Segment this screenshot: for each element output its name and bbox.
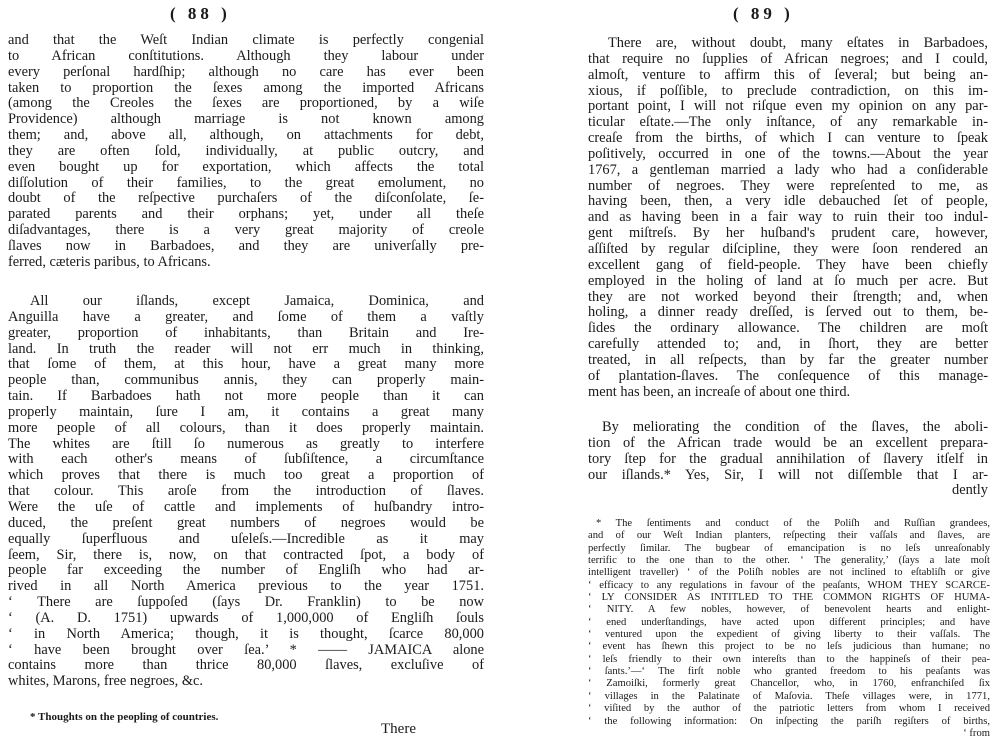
text-line: By meliorating the condition of the ſlaves, the aboli- [602,420,988,435]
text-line: every perſonal hardſhip; although no care has ever been [8,64,484,80]
footnote-line: terrific to the one than to the other. ‘ The generality,’ (ſays a late moſt [588,555,990,567]
text-line: treated, in all reſpects, than by far the greater number [588,352,988,368]
text-line: parated parents and their orphans; yet, under all theſe [8,207,484,223]
right-footnote [588,518,990,740]
left-page-number: ( 88 ) [170,4,231,23]
text-line: whites, Marons, free negroes, &c. [8,674,204,690]
footnote-line: ‘ LY CONSIDER AS INTITLED TO THE COMMON RIGHTS OF HUMA- [588,592,990,604]
text-line: ment has been, an increaſe of about one third. [588,384,851,400]
text-line: that ſome of them, at this hour, have a great many more [8,357,484,373]
text-line: xious, if poſſible, to preclude contradiction, on this im- [588,83,988,99]
text-line: number of negroes. They were repreſented to me, as [588,178,988,194]
left-paragraph-1 [8,33,484,271]
footnote-line: ‘ NITY. A few nobles, however, of benevolent hearts and enlight- [588,604,990,616]
text-line: almoſt, venture to affirm this of ſeveral; but being an- [588,67,988,83]
text-line: creaſe from the births, of which I can venture to ſpeak [588,131,988,147]
text-line: ſeem, Sir, there is, now, on that contracted ſpot, a body of [8,547,484,563]
text-line: holing, a dinner ready dreſſed, is ſerved out to them, be- [588,305,988,321]
footnote-line: ‘ Zamoiſki, formerly great Chancellor, who, in 1760, enfranchiſed ſix [588,678,990,690]
text-line: even bought up for exportation, which affects the total [8,159,484,175]
footnote-line: ‘ efficacy to any regulations in favour of the peaſants, WHOM THEY SCARCE- [588,579,990,591]
text-line: which proves that there is much too great a proportion of [8,468,484,484]
text-line: that require no ſupplies of African negroes; and I could, [588,51,988,67]
text-line: (among the Creoles the ſexes are proportioned, by a wiſe [8,96,484,112]
text-line: diſſolution of their families, to the great emolument, no [8,175,484,191]
text-line: excellent gang of field-people. They have been chiefly [588,257,988,273]
text-line: greater, proportion of inhabitants, than Britain and Ire- [8,325,484,341]
text-line: people than, communibus annis, they can properly main- [8,373,484,389]
text-line: Providence) although marriage is not known among [8,112,484,128]
footnote-line: ‘ ſants.’—‘ The firſt noble who granted freedom to his peaſants was [588,666,990,678]
footnote-line: ‘ event has ſhewn this project to be no leſs judicious than humane; no [588,641,990,653]
right-paragraph-2 [588,420,988,499]
text-line: equally ſuperfluous and uſeleſs.—Incredible as it may [8,531,484,547]
text-line: carefully attended to; and, in ſhort, they are better [588,337,988,353]
text-line: rived in all North America previous to the year 1751. [8,579,484,595]
footnote-line: ‘ the following information: On inſpecting the pariſh regiſters of births, [588,715,990,727]
text-line: and as having been in a fair way to ruin their too indul- [588,210,988,226]
text-line: taken to proportion the ſexes among the imported Africans [8,80,484,96]
text-line: ‘ There are ſuppoſed (ſays Dr. Franklin) to be now [8,595,484,611]
text-line: people far exceeding the number of Engliſh who had ar- [8,563,484,579]
left-footnote: * Thoughts on the peopling of countries. [30,711,219,723]
footnote-line: ‘ ventured upon the expedient of giving liberty to their vaſſals. The [588,629,990,641]
text-line: tion of the African trade would be an excellent prepara- [588,435,988,451]
text-line: having been, then, a very idle debauched ſet of people, [588,194,988,210]
footnote-line: and of our Weſt Indian planters, reſpecting their vaſſals and ſlaves, are [588,530,990,542]
text-line: they are not worked beyond their ſtrength; and, when [588,289,988,305]
text-line: employed in the holing of land at ſo much per acre. But [588,273,988,289]
text-line: ‘ have been brought over ſea.’ * —— JAMAICA alone [8,642,484,658]
text-line: land. In truth the reader will not err much in thinking, [8,341,484,357]
text-line: of plantation-ſlaves. The conſequence of this manage- [588,368,988,384]
footnote-line: ‘ viſited by the author of the patriotic letters from whom I received [588,703,990,715]
text-line: them; and, above all, although, on attachments for debt, [8,128,484,144]
text-line: Anguilla have a greater, and ſome of them a vaſtly [8,309,484,325]
text-line: duced, the preſent great numbers of negroes would be [8,515,484,531]
text-line: tain. If Barbadoes hath not more people than it can [8,389,484,405]
text-line: The whites are ſtill ſo numerous as greatly to interfere [8,436,484,452]
left-paragraph-2 [8,294,484,690]
text-line: Were the uſe of cattle and implements of huſbandry intro- [8,499,484,515]
text-line: more people of all colours, than it does properly maintain. [8,420,484,436]
footnote-line: ‘ villages in the Palatinate of Maſovia. Theſe villages were, in 1771, [588,690,990,702]
right-paragraph-1 [588,36,988,400]
text-line: and that the Weſt Indian climate is perfectly congenial [8,33,484,48]
text-line: ‘ in North America; though, it is thought, ſcarce 80,000 [8,626,484,642]
text-line: ſlaves now in Barbadoes, and they are univerſally pre- [8,238,484,254]
footnote-line: perfectly ſimilar. The bugbear of emancipation is no leſs unreaſonably [588,542,990,554]
footnote-line: ‘ from [963,727,990,739]
footnote-line: intelligent traveller) ‘ of the Poliſh nobles are not inclined to eſtabliſh or give [588,567,990,579]
text-line: ‘ (A. D. 1751) upwards of 1,000,000 of Engliſh ſouls [8,610,484,626]
text-line: with each other's means of ſubſiſtence, a circumſtance [8,452,484,468]
right-page [500,0,1000,743]
text-line: poſitively, occurred in one of the towns.—About the year [588,146,988,162]
text-line: they are often ſold, individually, at public outcry, and [8,143,484,159]
text-line: dently [952,483,988,499]
text-line: contains more than thrice 80,000 ſlaves, excluſive of [8,658,484,674]
text-line: ticular eſtate.—The only inſtance, of any remarkable in- [588,115,988,131]
right-page-number: ( 89 ) [733,4,794,23]
text-line: All our iſlands, except Jamaica, Dominica, and [30,294,484,309]
text-line: doubt of the reſpective purchaſers of the diſconſolate, ſe- [8,191,484,207]
text-line: portant point, I will not riſque even my opinion on any par- [588,99,988,115]
text-line: diſadvantages, there is a very great majority of creole [8,223,484,239]
text-line: gent miſtreſs. By her huſband's prudent care, however, [588,226,988,242]
text-line: There are, without doubt, many eſtates in Barbadoes, [608,36,988,51]
text-line: ſides the ordinary allowance. The children are moſt [588,321,988,337]
footnote-line: ‘ leſs friendly to their own intereſts than to the happineſs of their pea- [588,653,990,665]
text-line: aſſiſted by regular diſcipline, they were ſoon rendered an [588,241,988,257]
text-line: to African conſtitutions. Although they labour under [8,48,484,64]
text-line: ferred, cæteris paribus, to Africans. [8,254,211,270]
footnote-line: * The ſentiments and conduct of the Poliſh and Ruſſian grandees, [596,518,990,529]
text-line: our iſlands.* Yes, Sir, I will not diſſemble that I ar- [588,467,988,483]
catchword: There [381,721,416,737]
text-line: tory ſtep for the gradual annihilation of ſlavery itſelf in [588,451,988,467]
text-line: 1767, a gentleman married a lady who had a conſiderable [588,162,988,178]
footnote-line: ‘ ened underſtandings, have acted upon different principles; and have [588,616,990,628]
text-line: properly maintain, ſure I am, it contains a great many [8,404,484,420]
text-line: that colour. This aroſe from the introduction of ſlaves. [8,484,484,500]
